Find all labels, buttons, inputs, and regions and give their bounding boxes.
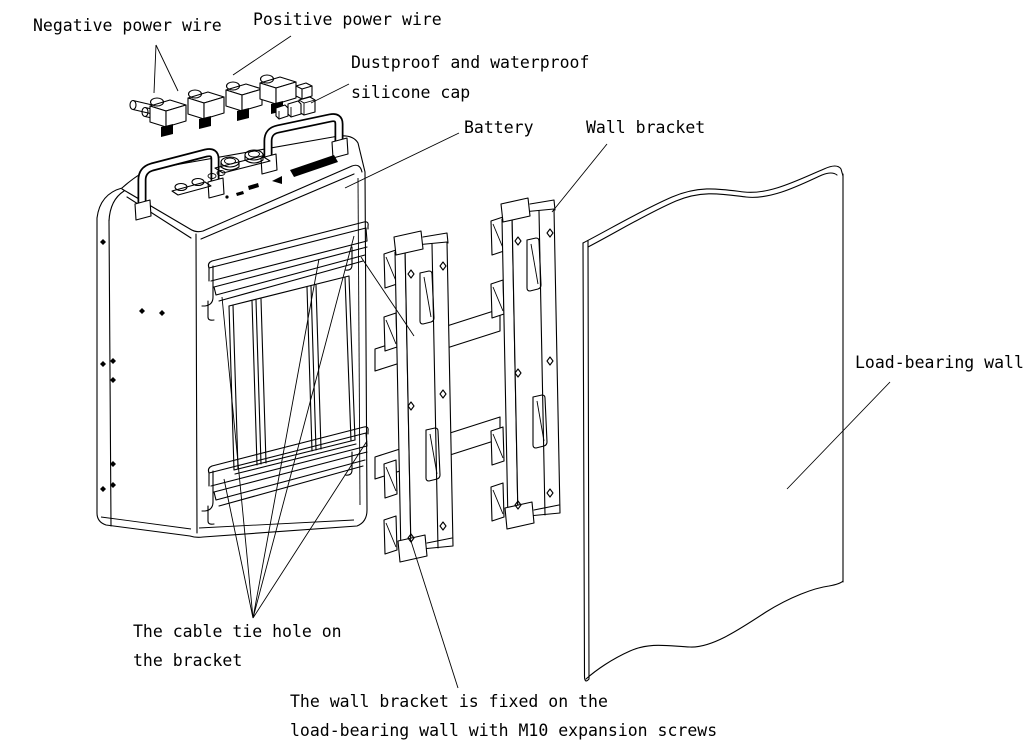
connector-unit [188, 90, 224, 129]
load-bearing-wall-drawing [583, 166, 843, 681]
battery-mounting-plate [229, 276, 356, 474]
label-battery: Battery [464, 118, 534, 137]
label-fixed-note-line1: The wall bracket is fixed on the [290, 692, 608, 711]
label-cable-tie-line1: The cable tie hole on [133, 622, 342, 641]
label-load-bearing-wall: Load-bearing wall [855, 353, 1024, 372]
wall-bracket-right-rail [491, 198, 560, 529]
label-negative-power-wire: Negative power wire [33, 16, 222, 35]
label-fixed-note-line2: load-bearing wall with M10 expansion screws [290, 721, 718, 740]
label-silicone-cap-line2: silicone cap [351, 83, 471, 102]
label-positive-power-wire: Positive power wire [253, 10, 442, 29]
leader-silicone-cap [311, 84, 349, 103]
connector-unit [226, 82, 262, 121]
label-silicone-cap-line1: Dustproof and waterproof [351, 53, 590, 72]
leader-load-bearing-wall [787, 382, 890, 489]
leader-positive-power-wire [233, 36, 291, 75]
wall-bracket-drawing [375, 198, 560, 562]
label-cable-tie-line2: the bracket [133, 651, 243, 670]
leader-negative-power-wire [154, 45, 178, 93]
battery-drawing [97, 118, 414, 538]
label-wall-bracket: Wall bracket [586, 118, 706, 137]
leader-wall-bracket [552, 144, 607, 212]
connector-unit [150, 98, 186, 137]
wall-bracket-left-rail [384, 231, 453, 562]
battery-upper-rail [202, 222, 368, 320]
leader-fixed-note [410, 538, 458, 688]
